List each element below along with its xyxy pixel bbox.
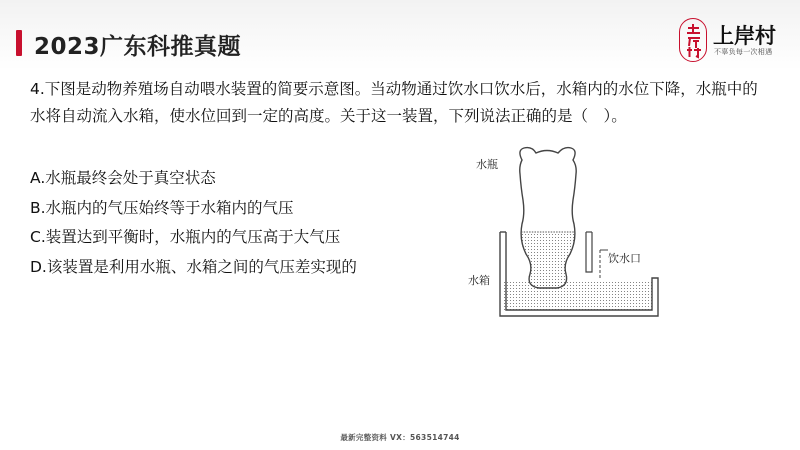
title-accent-bar [16, 30, 22, 56]
water-feeder-diagram [440, 140, 680, 330]
logo-slogan: 不辜负每一次相遇 [714, 48, 773, 56]
options-list [30, 164, 357, 282]
option-d: D.该装置是利用水瓶、水箱之间的气压差实现的 [30, 257, 357, 276]
option-a: A.水瓶最终会处于真空状态 [30, 169, 216, 187]
logo-name: 上岸村 [713, 24, 776, 48]
question-text: 4.下图是动物养殖场自动喂水装置的简要示意图。当动物通过饮水口饮水后，水箱内的水位下降，水瓶中的水将自动流入水箱，使水位回到一定的高度。关于这一装置，下列说法正确的是（ ）。 [30, 80, 758, 125]
logo-seal-icon [679, 18, 707, 62]
label-tank: 水箱 [468, 274, 490, 287]
tank-water [504, 281, 654, 312]
page-title: 2023广东科推真题 [34, 34, 242, 60]
option-b: B.水瓶内的气压始终等于水箱内的气压 [30, 198, 294, 217]
header-bar [0, 0, 800, 70]
label-outlet: 饮水口 [608, 252, 641, 265]
option-c: C.装置达到平衡时，水瓶内的气压高于大气压 [30, 228, 341, 246]
label-bottle: 水瓶 [476, 158, 498, 171]
footer-contact: 最新完整资料 VX：563514744 [340, 433, 460, 442]
brand-logo [679, 18, 789, 68]
